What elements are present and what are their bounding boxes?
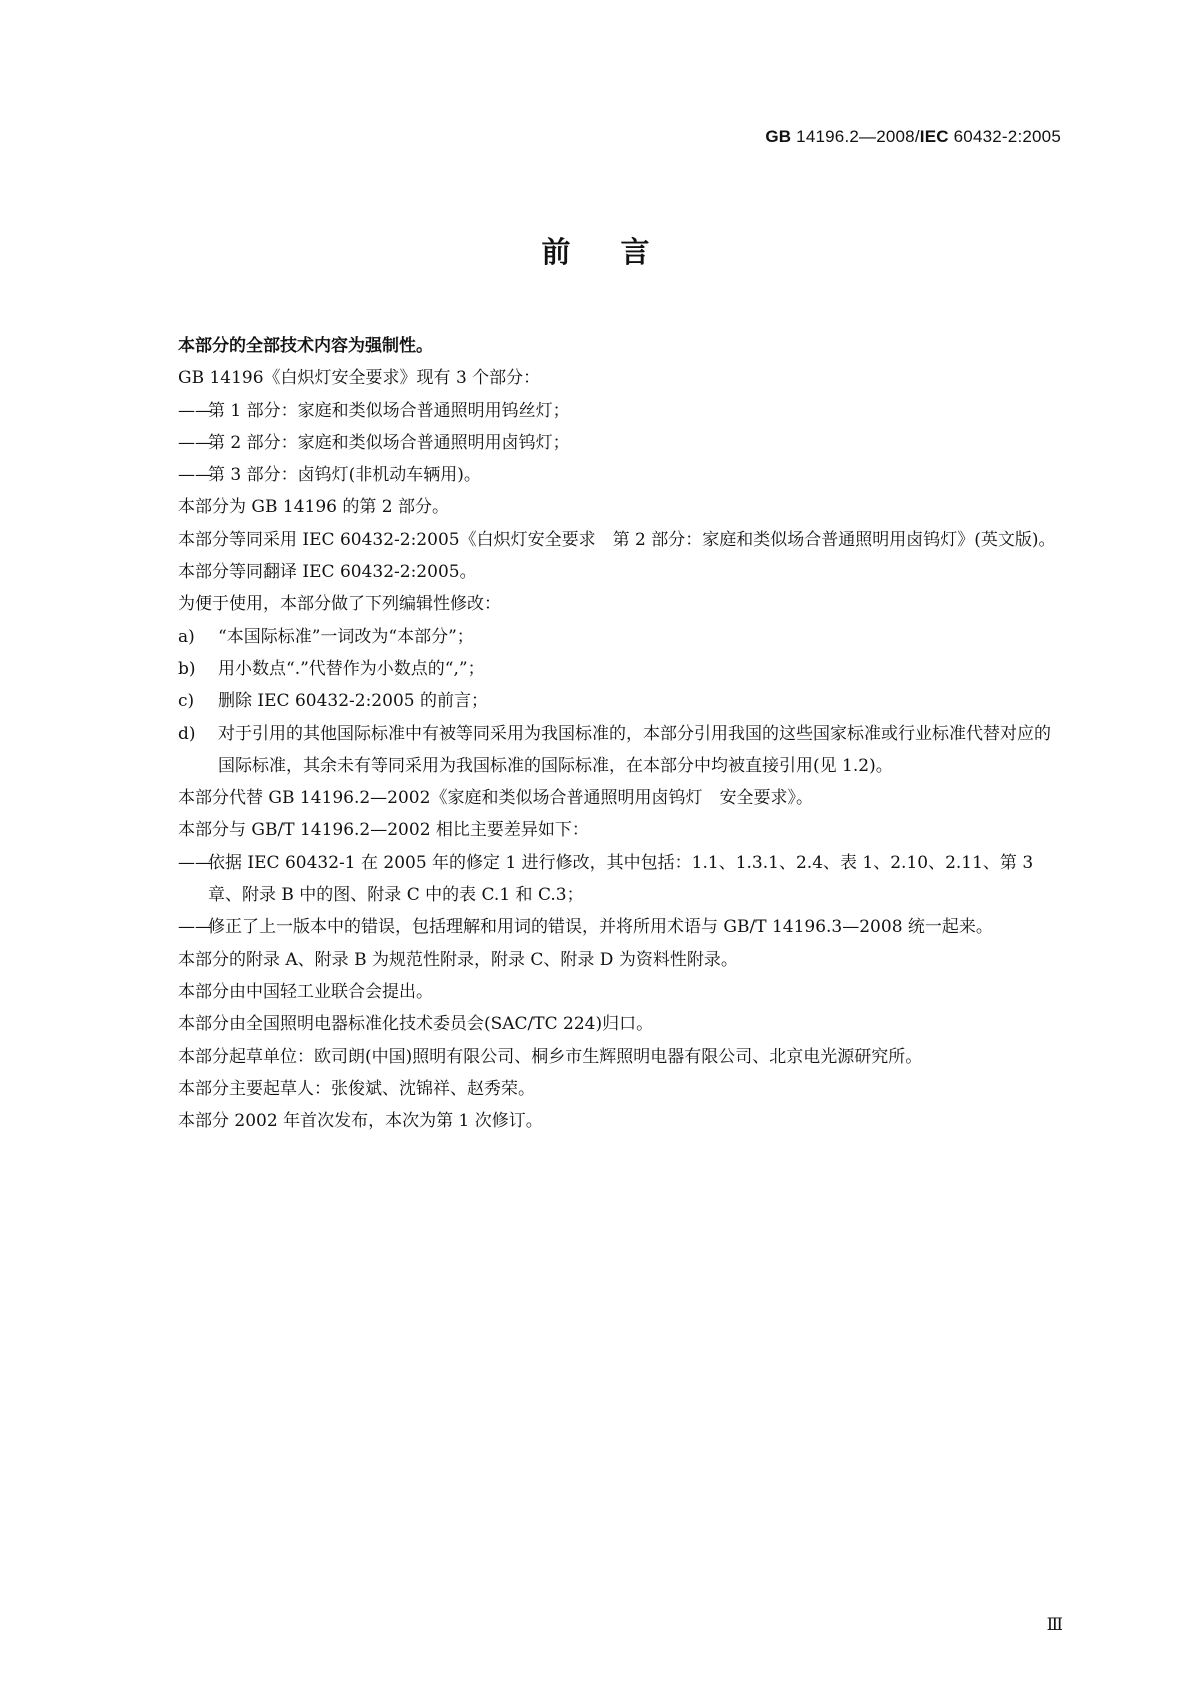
list-item-text: “本国际标准”一词改为“本部分”； [218,626,474,647]
list-item-label: d) [178,723,196,744]
list-item-b [130,653,1062,685]
standard-number-header [765,127,1061,147]
paragraph-committee: 本部分由全国照明电器标准化技术委员会(SAC/TC 224)归口。 [178,1014,654,1035]
list-item-text: 删除 IEC 60432-2:2005 的前言； [218,691,488,712]
dash-item-text: 第 3 部分：卤钨灯(非机动车辆用)。 [208,465,481,486]
page-number: Ⅲ [1046,1615,1063,1635]
paragraph-part-number: 本部分为 GB 14196 的第 2 部分。 [178,497,449,518]
list-item-text: 用小数点“.”代替作为小数点的“,”； [218,658,485,679]
paragraph-translation: 本部分等同翻译 IEC 60432-2:2005。 [178,562,477,583]
paragraph-replaces: 本部分代替 GB 14196.2—2002《家庭和类似场合普通照明用卤钨灯 安全要求》。 [178,788,813,809]
paragraph-drafting-units: 本部分起草单位：欧司朗(中国)照明有限公司、桐乡市生辉照明电器有限公司、北京电光源研究所。 [178,1046,923,1067]
paragraph-differences-intro: 本部分与 GB/T 14196.2—2002 相比主要差异如下： [178,820,589,841]
paragraph-mandatory: 本部分的全部技术内容为强制性。 [178,336,433,356]
paragraph-editorial-intro: 为便于使用，本部分做了下列编辑性修改： [178,594,501,615]
paragraph-adoption: 本部分等同采用 IEC 60432-2:2005《白炽灯安全要求 第 2 部分：家庭和类似场合普通照明用卤钨灯》(英文版)。 [178,529,1056,550]
page-title: 前言 [541,235,700,269]
foreword-body [130,330,1062,1137]
dash-item-text: 第 2 部分：家庭和类似场合普通照明用卤钨灯； [208,432,570,453]
dash-item-difference-1 [130,847,1062,912]
dash-mark: —— [178,465,212,486]
list-item-label: a) [178,626,195,647]
paragraph-annexes: 本部分的附录 A、附录 B 为规范性附录，附录 C、附录 D 为资料性附录。 [178,949,738,970]
paragraph-proposer: 本部分由中国轻工业联合会提出。 [178,981,433,1002]
header-iec: IEC [919,127,949,146]
dash-item-part2 [130,427,1062,459]
paragraph-parts-intro: GB 14196《白炽灯安全要求》现有 3 个部分： [178,368,541,389]
dash-item-text: 依据 IEC 60432-1 在 2005 年的修定 1 进行修改，其中包括：1.1、1.3.1、2.4、表 1、2.10、2.11、第 3 章、附录 B 中的图、附录 C 中的表 C.1 和 C.3； [208,852,1034,906]
paragraph-drafters: 本部分主要起草人：张俊斌、沈锦祥、赵秀荣。 [178,1078,535,1099]
header-std: 14196.2—2008/ [796,127,920,146]
list-item-d [130,718,1062,783]
dash-item-text: 第 1 部分：家庭和类似场合普通照明用钨丝灯； [208,400,570,421]
list-item-label: c) [178,691,195,712]
dash-item-part1 [130,395,1062,427]
list-item-a [130,621,1062,653]
dash-mark: —— [178,917,212,938]
paragraph-history: 本部分 2002 年首次发布，本次为第 1 次修订。 [178,1111,543,1132]
dash-item-part3 [130,459,1062,491]
dash-item-text: 修正了上一版本中的错误，包括理解和用词的错误，并将所用术语与 GB/T 14196.3—2008 统一起来。 [208,917,993,938]
list-item-c [130,685,1062,717]
list-item-text: 对于引用的其他国际标准中有被等同采用为我国标准的，本部分引用我国的这些国家标准或行业标准代替对应的国际标准，其余未有等同采用为我国标准的国际标准，在本部分中均被直接引用(见 1.2)。 [218,723,1051,776]
list-item-label: b) [178,658,196,679]
header-iec-number: 60432-2:2005 [953,127,1061,146]
header-gb: GB [765,127,792,146]
dash-mark: —— [178,400,212,421]
dash-mark: —— [178,852,212,873]
dash-item-difference-2 [130,911,1062,943]
dash-mark: —— [178,432,212,453]
